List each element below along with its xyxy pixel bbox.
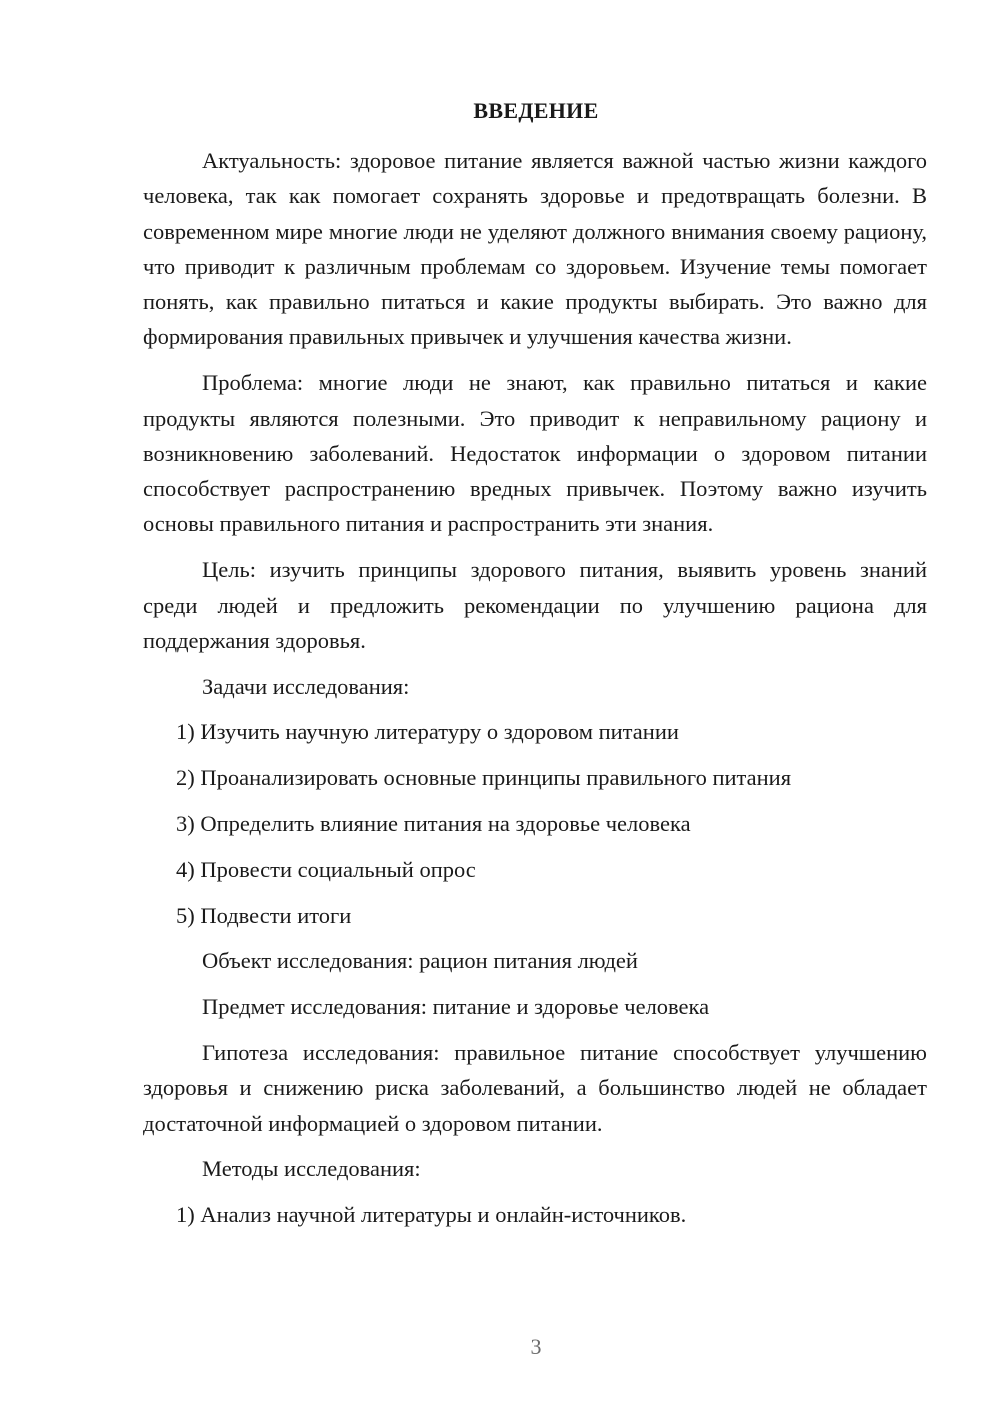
relevance-paragraph: Актуальность: здоровое питание является важной частью жизни каждого человека, так как помогает сохранять здоровье и предотвращать болезни. В современном мире многие люди не уделяют должного внимания своему рациону, что приводит к различным проблемам со здоровьем. Изучение темы помогает понять, как правильно питаться и какие продукты выбирать. Это важно для формирования правильных привычек и улучшения качества жизни. (143, 148, 927, 350)
task-item: 3) Определить влияние питания на здоровье человека (176, 811, 691, 837)
task-item: 2) Проанализировать основные принципы правильного питания (176, 765, 792, 791)
task-item: 4) Провести социальный опрос (176, 856, 476, 882)
section-heading: ВВЕДЕНИЕ (473, 98, 599, 123)
page-number: 3 (530, 1334, 542, 1359)
hypothesis-paragraph: Гипотеза исследования: правильное питание способствует улучшению здоровья и снижению риска заболеваний, а большинство людей не обладает достаточной информацией о здоровом питании. (143, 1040, 927, 1136)
task-item: 5) Подвести итоги (176, 902, 352, 928)
object-paragraph: Объект исследования: рацион питания людей (202, 948, 638, 974)
problem-paragraph: Проблема: многие люди не знают, как правильно питаться и какие продукты являются полезными. Это приводит к неправильному рациону и возникновению заболеваний. Недостаток информации о здоровом питании способствует распространению вредных привычек. Поэтому важно изучить основы правильного питания и распространить эти знания. (143, 370, 927, 537)
tasks-list (143, 714, 927, 932)
tasks-heading: Задачи исследования: (202, 673, 410, 699)
document-body (143, 143, 927, 1243)
methods-heading: Методы исследования: (202, 1156, 421, 1182)
goal-paragraph: Цель: изучить принципы здорового питания, выявить уровень знаний среди людей и предложить рекомендации по улучшению рациона для поддержания здоровья. (143, 557, 927, 653)
subject-paragraph: Предмет исследования: питание и здоровье человека (202, 994, 710, 1020)
method-item: 1) Анализ научной литературы и онлайн-источников. (176, 1202, 687, 1228)
task-item: 1) Изучить научную литературу о здоровом питании (176, 719, 679, 745)
methods-list (143, 1197, 927, 1232)
